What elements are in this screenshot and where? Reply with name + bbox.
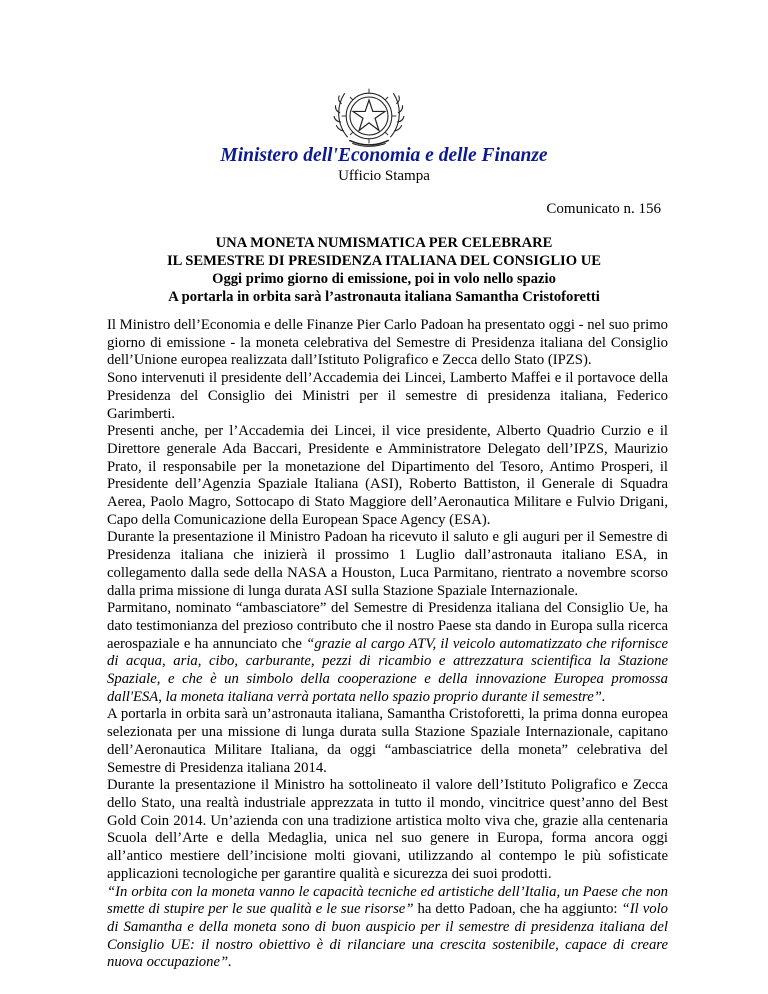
- paragraph-1: Il Ministro dell’Economia e delle Finanze Pier Carlo Padoan ha presentato oggi - nel suo primo giorno di emissione - la moneta celebrativa del Semestre di Presidenza italiana del Consiglio dell’Unione europea realizzata dall’Istituto Poligrafico e Zecca dello Stato (IPZS).: [107, 317, 668, 369]
- paragraph-7: Durante la presentazione il Ministro ha sottolineato il valore dell’Istituto Poligrafico e Zecca dello Stato, una realtà industriale apprezzata in tutto il mondo, vincitrice quest’anno del Best Gold Coin 2014. Un’azienda con una tradizione artistica molto viva che, grazie alla centenaria Scuola dell’Arte e della Medaglia, unica nel suo genere in Europa, forma ancora oggi all’antico mestiere dell’incisione molti giovani, utilizzando al contempo le più sofisticate applicazioni tecnologiche per garantire qualità e sicurezza dei suoi prodotti.: [107, 777, 668, 882]
- release-number: Comunicato n. 156: [546, 201, 661, 217]
- paragraph-3: Presenti anche, per l’Accademia dei Lincei, il vice presidente, Alberto Quadrio Curzio e il Direttore generale Ada Baccari, Presidente e Amministratore Delegato dell’IPZS, Maurizio Prato, il responsabile per la monetazione del Dipartimento del Tesoro, Antimo Prosperi, il Presidente dell’Agenzia Spaziale Italiana (ASI), Roberto Battiston, il Generale di Squadra Aerea, Paolo Magro, Sottocapo di Stato Maggiore dell’Aeronautica Militare e Fulvio Drigani, Capo della Comunicazione della European Space Agency (ESA).: [107, 423, 668, 528]
- paragraph-8-text: ha detto Padoan, che ha aggiunto:: [413, 901, 622, 918]
- paragraph-5: [107, 600, 668, 706]
- paragraph-4: Durante la presentazione il Ministro Padoan ha ricevuto il saluto e gli auguri per il Semestre di Presidenza italiana che inizierà il prossimo 1 Luglio dall’astronauta italiano ESA, in collegamento dalla sede della NASA a Houston, Luca Parmitano, rientrato a novembre scorso dalla prima missione di lunga durata ASI sulla Stazione Spaziale Internazionale.: [107, 529, 668, 599]
- paragraph-5-text: Parmitano, nominato “ambasciatore” del Semestre di Presidenza italiana del Consiglio Ue, ha dato testimonianza del prezioso contributo che il nostro Paese sta dando in Europa sulla ricerca aerospaziale e ha annunciato che: [107, 600, 668, 652]
- ministry-name: Ministero dell'Economia e delle Finanze: [220, 145, 548, 166]
- subheadline-line-2: A portarla in orbita sarà l’astronauta italiana Samantha Cristoforetti: [168, 289, 600, 305]
- padoan-quote-2: “Il volo di Samantha e della moneta sono di buon auspicio per il semestre di presidenza italiana del Consiglio UE: il nostro obiettivo è di rilanciare una crescita sostenibile, capace di creare nuova occupazione”.: [107, 901, 668, 971]
- headline-line-2: IL SEMESTRE DI PRESIDENZA ITALIANA DEL CONSIGLIO UE: [166, 253, 602, 269]
- paragraph-6: A portarla in orbita sarà un’astronauta italiana, Samantha Cristoforetti, la prima donna europea selezionata per una missione di lunga durata sulla Stazione Spaziale Internazionale, capitano dell’Aeronautica Militare Italiana, da oggi “ambasciatrice della moneta” celebrativa del Semestre di Presidenza italiana 2014.: [107, 706, 668, 776]
- press-office-label: Ufficio Stampa: [338, 168, 430, 184]
- headline-line-1: UNA MONETA NUMISMATICA PER CELEBRARE: [215, 235, 553, 251]
- paragraph-8: [107, 884, 668, 973]
- headline-block: [0, 234, 768, 306]
- press-release-body: [107, 317, 668, 972]
- subheadline-line-1: Oggi primo giorno di emissione, poi in volo nello spazio: [212, 271, 556, 287]
- parmitano-quote: “grazie al cargo ATV, il veicolo automatizzato che rifornisce di acqua, aria, cibo, carburante, pezzi di ricambio e attrezzatura scientifica la Stazione Spaziale, e che è un simbolo della cooperazione e della innovazione Europea promossa dall'ESA, la moneta italiana verrà portata nello spazio proprio durante il semestre”.: [107, 635, 668, 705]
- padoan-quote-1: “In orbita con la moneta vanno le capacità tecniche ed artistiche dell’Italia, un Paese che non smette di stupire per le sue qualità e le sue risorse”: [107, 883, 668, 918]
- paragraph-2: Sono intervenuti il presidente dell’Accademia dei Lincei, Lamberto Maffei e il portavoce della Presidenza del Consiglio dei Ministri per il semestre di presidenza italiana, Federico Garimberti.: [107, 370, 668, 422]
- italian-republic-emblem-icon: [331, 78, 407, 154]
